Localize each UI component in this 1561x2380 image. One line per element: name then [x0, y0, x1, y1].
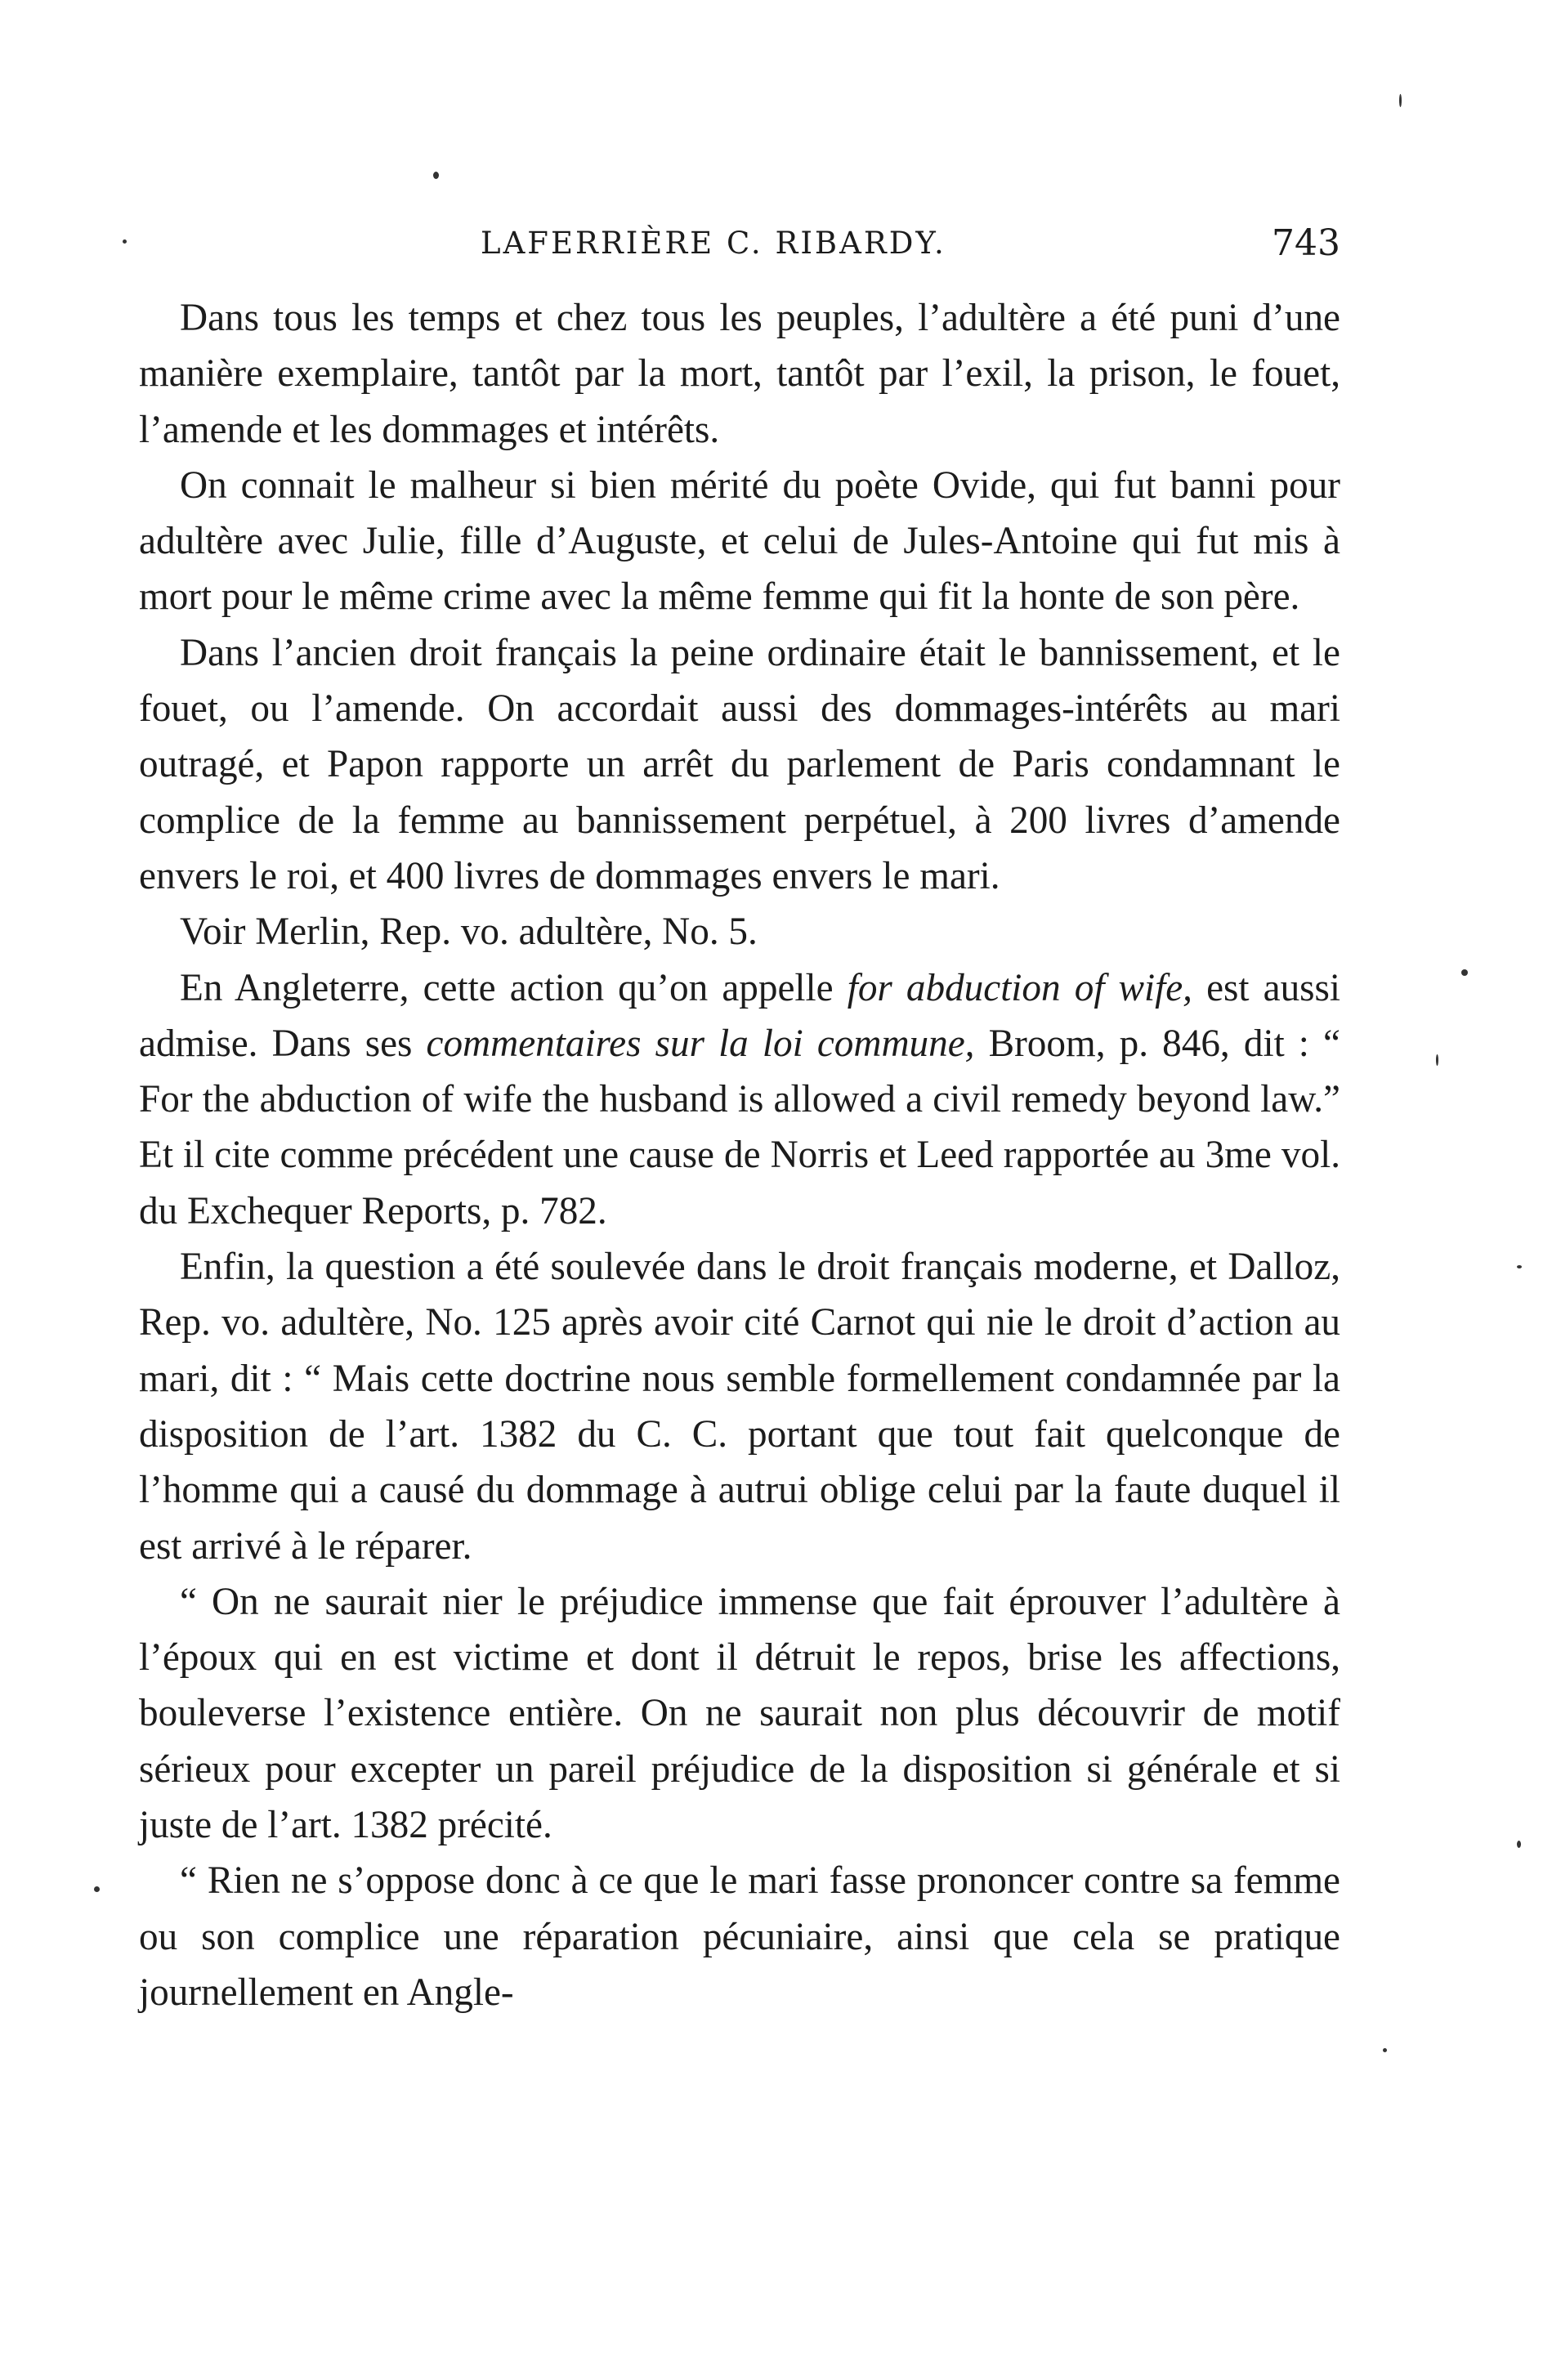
- angleterre-text-2: est aussi admise. Dans ses: [139, 966, 1340, 1065]
- scan-speck: [123, 239, 127, 244]
- scan-speck: [1436, 1054, 1438, 1066]
- running-title: LAFERRIÈRE C. RIBARDY.: [481, 226, 946, 261]
- running-head: [139, 219, 1340, 268]
- scan-speck: [1399, 94, 1402, 107]
- scan-speck: [94, 1886, 100, 1892]
- paragraph-dalloz: Enfin, la question a été soulevée dans le droit français moderne, et Dalloz, Rep. vo. adultère, No. 125 après avoir cité Carnot qui nie le droit d’action au mari, dit : “ Mais cette doctrine nous semble formellement condamnée par la disposition de l’art. 1382 du C. C. portant que tout fait quelconque de l’homme qui a causé du dommage à autrui oblige celui par la faute duquel il est arrivé à le réparer.: [139, 1246, 1340, 1568]
- paragraph-ancien-droit: Dans l’ancien droit français la peine ordinaire était le bannissement, et le fouet, ou l’amende. On accordait aussi des dommages-intérêts au mari outragé, et Papon rapporte un arrêt du parlement de Paris condamnant le complice de la femme au bannissement perpétuel, à 200 livres d’amende envers le roi, et 400 livres de dommages envers le mari.: [139, 631, 1340, 897]
- paragraph-prejudice: “ On ne saurait nier le préjudice immense que fait éprouver l’adultère à l’époux qui en est victime et dont il détruit le repos, brise les affections, bouleverse l’existence entière. On ne saurait non plus découvrir de motif sérieux pour excepter un pareil préjudice de la disposition si générale et si juste de l’art. 1382 précité.: [139, 1580, 1340, 1847]
- angleterre-italic-2: commentaires sur la loi commune,: [426, 1022, 975, 1065]
- angleterre-text-3: Broom, p. 846, dit : “ For the abduction of wife the husband is allowed a civil remedy beyond law.” Et il cite comme précédent une cause de Norris et Leed rapportée au 3me vol. du Exchequer Reports, p. 782.: [139, 1022, 1340, 1232]
- angleterre-text-1: En Angleterre, cette action qu’on appelle: [180, 966, 848, 1009]
- scan-speck: [1383, 2048, 1387, 2052]
- angleterre-italic-1: for abduction of wife,: [847, 966, 1192, 1009]
- paragraph-punishments: Dans tous les temps et chez tous les peuples, l’adultère a été puni d’une manière exemplaire, tantôt par la mort, tantôt par l’exil, la prison, le fouet, l’amende et les dommages et intérêts.: [139, 297, 1340, 451]
- body-text: [139, 290, 1340, 2020]
- paragraph-merlin-reference: Voir Merlin, Rep. vo. adultère, No. 5.: [180, 910, 758, 954]
- paragraph-ovide: On connait le malheur si bien mérité du poète Ovide, qui fut banni pour adultère avec Julie, fille d’Auguste, et celui de Jules-Antoine qui fut mis à mort pour le même crime avec la même femme qui fit la honte de son père.: [139, 463, 1340, 619]
- scan-speck: [433, 172, 439, 179]
- page-number: 743: [1272, 222, 1340, 264]
- paragraph-angleterre: [139, 960, 1340, 1239]
- scan-speck: [1517, 1265, 1522, 1268]
- scan-speck: [1461, 969, 1468, 976]
- scan-speck: [1517, 1841, 1521, 1848]
- paragraph-reparation: “ Rien ne s’oppose donc à ce que le mari fasse prononcer contre sa femme ou son complice une réparation pécuniaire, ainsi que cela se pratique journellement en Angle-: [139, 1859, 1340, 2014]
